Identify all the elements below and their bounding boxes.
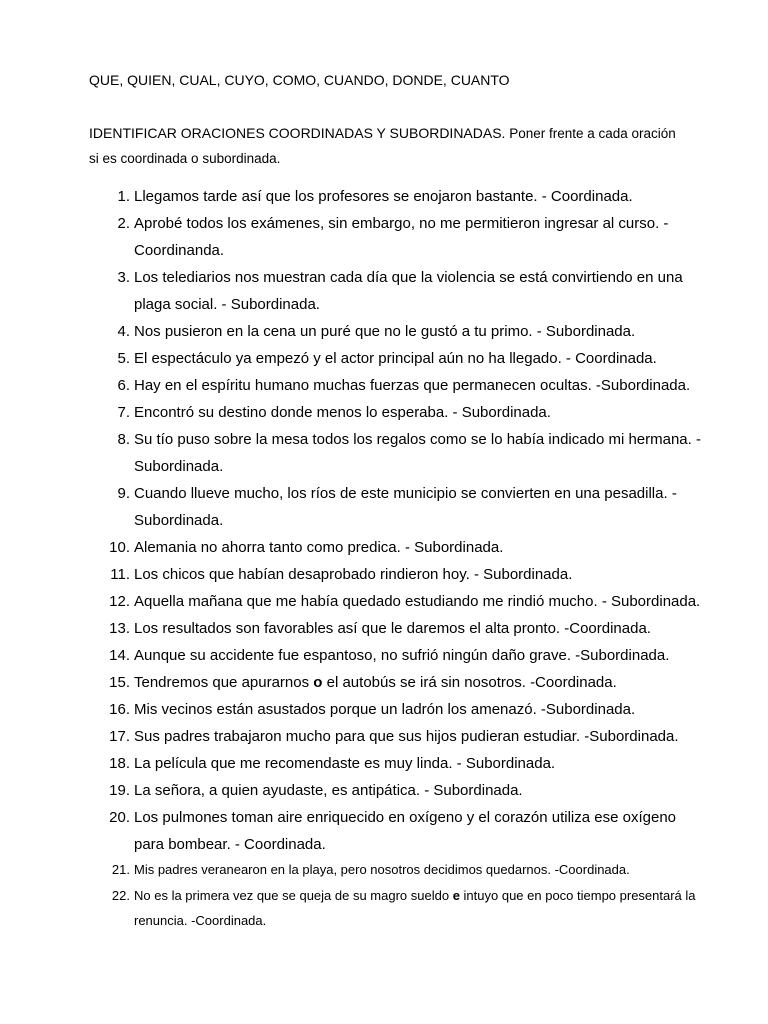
item-number: 18. <box>109 755 130 772</box>
item-text: Sus padres trabajaron mucho para que sus hijos pudieran estudiar. -Subordinada. <box>134 728 679 745</box>
item-number: 14. <box>109 647 130 664</box>
item-number: 16. <box>109 701 130 718</box>
item-text: Aquella mañana que me había quedado estudiando me rindió mucho. - Subordinada. <box>134 593 701 610</box>
list-item <box>0 696 704 723</box>
list-item <box>0 399 704 426</box>
item-number: 9. <box>117 485 130 502</box>
item-number: 22. <box>111 887 130 903</box>
list-item <box>0 345 704 372</box>
item-text: Mis padres veranearon en la playa, pero nosotros decidimos quedarnos. -Coordinada. <box>134 862 630 877</box>
item-number: 10. <box>109 539 130 556</box>
item-text: Aunque su accidente fue espantoso, no sufrió ningún daño grave. -Subordinada. <box>134 647 670 664</box>
item-number: 13. <box>109 620 130 637</box>
item-text: Los telediarios nos muestran cada día que la violencia se está convirtiendo en una plaga social. - Subordinada. <box>134 269 683 313</box>
list-item <box>0 883 704 934</box>
list-item <box>0 210 704 264</box>
list-item <box>0 615 704 642</box>
item-text: Mis vecinos están asustados porque un ladrón los amenazó. -Subordinada. <box>134 701 636 718</box>
list-item <box>0 642 704 669</box>
item-text: Nos pusieron en la cena un puré que no le gustó a tu primo. - Subordinada. <box>134 323 636 340</box>
item-number: 8. <box>117 431 130 448</box>
item-text-end: el autobús se irá sin nosotros. -Coordinada. <box>322 674 617 691</box>
item-bold-conjunction: o <box>313 674 323 691</box>
list-item <box>0 480 704 534</box>
item-text: Encontró su destino donde menos lo esperaba. - Subordinada. <box>134 404 551 421</box>
instructions-note: Poner frente a cada oración si es coordinada o subordinada. <box>89 126 676 166</box>
list-item <box>0 183 704 210</box>
item-text: Cuando llueve mucho, los ríos de este municipio se convierten en una pesadilla. - Subordinada. <box>134 485 677 529</box>
list-item <box>0 723 704 750</box>
list-item <box>0 561 704 588</box>
item-text: La señora, a quien ayudaste, es antipática. - Subordinada. <box>134 782 523 799</box>
item-text: Los pulmones toman aire enriquecido en oxígeno y el corazón utiliza ese oxígeno para bombear. - Coordinada. <box>134 809 677 853</box>
item-text-end: intuyo que en poco tiempo presentará la renuncia. -Coordinada. <box>134 887 696 928</box>
item-text-start: No es la primera vez que se queja de su magro sueldo <box>134 887 453 903</box>
item-text: Su tío puso sobre la mesa todos los regalos como se lo había indicado mi hermana. - Subordinada. <box>134 431 701 475</box>
list-item <box>0 426 704 480</box>
list-item <box>0 804 704 858</box>
list-item <box>0 264 704 318</box>
list-item <box>0 534 704 561</box>
list-item <box>0 372 704 399</box>
item-text: La película que me recomendaste es muy linda. - Subordinada. <box>134 755 556 772</box>
item-text: Alemania no ahorra tanto como predica. - Subordinada. <box>134 539 504 556</box>
item-number: 11. <box>110 566 130 583</box>
item-text: Los chicos que habían desaprobado rindieron hoy. - Subordinada. <box>134 566 573 583</box>
list-item <box>0 750 704 777</box>
item-number: 5. <box>117 350 130 367</box>
item-text-start: Tendremos que apurarnos <box>134 674 314 691</box>
item-number: 4. <box>117 323 130 340</box>
item-number: 21. <box>111 862 130 877</box>
item-number: 3. <box>117 269 130 286</box>
list-item <box>0 318 704 345</box>
item-number: 1. <box>117 188 130 205</box>
item-number: 7. <box>117 404 130 421</box>
list-item <box>0 588 704 615</box>
item-bold-conjunction: e <box>452 887 460 903</box>
item-number: 17. <box>109 728 130 745</box>
item-text: Llegamos tarde así que los profesores se enojaron bastante. - Coordinada. <box>134 188 633 205</box>
page-heading: QUE, QUIEN, CUAL, CUYO, COMO, CUANDO, DONDE, CUANTO <box>89 72 510 88</box>
sentence-list <box>0 183 768 934</box>
item-number: 2. <box>117 215 130 232</box>
item-number: 15. <box>109 674 130 691</box>
list-item <box>0 669 704 696</box>
instructions <box>89 121 689 171</box>
item-text: Los resultados son favorables así que le daremos el alta pronto. -Coordinada. <box>134 620 651 637</box>
instructions-title: IDENTIFICAR ORACIONES COORDINADAS Y SUBORDINADAS. <box>89 125 506 141</box>
item-number: 20. <box>109 809 130 826</box>
list-item <box>0 857 704 883</box>
list-item <box>0 777 704 804</box>
item-text: Aprobé todos los exámenes, sin embargo, no me permitieron ingresar al curso. - Coordinanda. <box>134 215 669 259</box>
item-text: Hay en el espíritu humano muchas fuerzas que permanecen ocultas. -Subordinada. <box>134 377 691 394</box>
item-number: 19. <box>109 782 130 799</box>
item-number: 12. <box>109 593 130 610</box>
item-text: El espectáculo ya empezó y el actor principal aún no ha llegado. - Coordinada. <box>134 350 657 367</box>
item-number: 6. <box>117 377 130 394</box>
